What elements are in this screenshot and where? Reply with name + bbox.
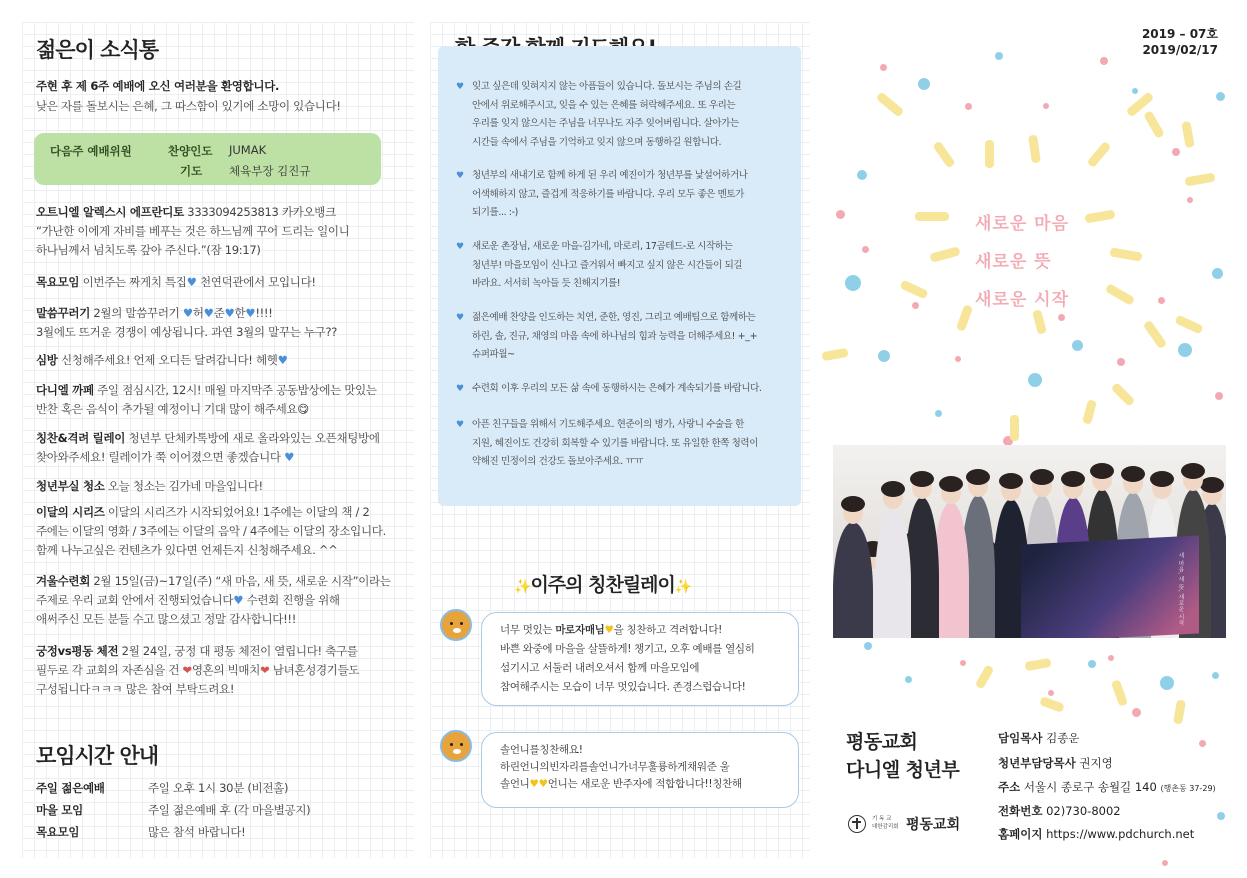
- confetti-dot: [918, 78, 930, 90]
- roster-praise-key: 찬양인도: [168, 144, 213, 158]
- confetti-dash: [821, 348, 848, 361]
- news-item-sports-3: 구성됩니다ㅋㅋㅋ 많은 참여 부탁드려요!: [36, 682, 235, 696]
- news-item-visit: 심방 신청해주세요! 언제 오디든 달려갑니다! 헤헷♥: [36, 353, 288, 367]
- roster-label: 다음주 예배위원: [50, 144, 132, 158]
- confetti-dash: [1143, 320, 1168, 350]
- news-item-offering: 오트니엘 알렉스시 에프란디토 3333094253813 카카오뱅크: [36, 205, 336, 219]
- retreat-banner: [1021, 535, 1199, 638]
- confetti-dot: [935, 410, 942, 417]
- confetti-dot: [857, 170, 867, 180]
- news-item-word-2: 3월에도 뜨거운 경쟁이 예상됩니다. 과연 3월의 말꾸는 누구??: [36, 325, 338, 339]
- confetti-dot: [862, 246, 869, 253]
- prayer-item: ♥ 잊고 싶은데 잊혀지지 않는 아픔들이 있습니다. 돌보시는 주님의 손길 안에서 위로해주시고, 잊을 수 있는 은혜를 허락해주세요. 또 우리는 우리를 잊지 않으시는 주님을 너무나도 자주 잊어버립니다. 살아가는 시간들 속에서 주님을 기억하고 잊지 않으며 동행하길 원합니다.: [458, 78, 741, 152]
- schedule-title: 모임시간 안내: [36, 744, 159, 768]
- confetti-dash: [899, 280, 928, 300]
- confetti-dash: [975, 664, 995, 689]
- news-item-offering-verse-2: 하나님께서 넘치도록 갚아 주신다.”(잠 19:17): [36, 243, 261, 257]
- person: [875, 507, 911, 638]
- church-name: 평동교회: [846, 731, 918, 753]
- relay-title: ✨이주의 칭찬릴레이✨: [514, 574, 692, 596]
- confetti-dash: [915, 212, 949, 221]
- confetti-dot: [905, 676, 912, 683]
- person: [833, 522, 873, 638]
- praise-line: 바쁜 와중에 마을을 살뜰하게! 챙기고, 오후 예배를 열심히: [500, 643, 755, 655]
- pastor: 담임목사 김종운: [998, 731, 1080, 745]
- heart-yellow-icon: ♥: [604, 624, 614, 636]
- smile-icon: 😋: [297, 402, 309, 416]
- confetti-dot: [1072, 340, 1083, 351]
- heart-pink-icon: ❤: [260, 663, 270, 677]
- confetti-dot: [1108, 655, 1114, 661]
- welcome-line-2: 낮은 자를 돌보시는 은혜, 그 따스함이 있기에 소망이 있습니다!: [36, 99, 341, 113]
- heart-icon: ♥: [182, 306, 193, 320]
- sparkle-icon: ✨: [674, 579, 692, 595]
- confetti-dash: [929, 246, 960, 262]
- confetti-dot: [1215, 392, 1223, 400]
- confetti-dot: [1100, 57, 1108, 65]
- issue-info: [1138, 26, 1218, 58]
- roster-praise-val: JUMAK: [229, 143, 267, 157]
- heart-icon: ♥: [186, 275, 197, 289]
- confetti-dash: [1143, 110, 1165, 139]
- prayer-item: ♥ 새로운 촌장님, 새로운 마을-김가네, 마로리, 17곰테드-로 시작하는 청년부! 마을모임이 신나고 즐거워서 빠지고 싶지 않은 시간들이 되길 바라요. 서서히 녹아들 듯 친해지기를!: [458, 238, 742, 294]
- news-item-series-2: 주에는 이달의 영화 / 3주에는 이달의 음악 / 4주에는 이달의 장소입니다.: [36, 524, 386, 538]
- schedule-value: 주일 젊은예배 후 (각 마을별공지): [148, 803, 311, 817]
- confetti-dash: [1173, 699, 1186, 724]
- confetti-dot: [960, 660, 966, 666]
- confetti-dot: [864, 642, 872, 650]
- praise-line: 솔언니♥♥언니는 새로운 반주자에 적합합니다!!칭찬해: [500, 778, 742, 790]
- news-item-series: 이달의 시리즈 이달의 시리즈가 시작되었어요! 1주에는 이달의 책 / 2: [36, 505, 370, 519]
- logo-name: 평동교회: [906, 817, 961, 833]
- confetti-dash: [1039, 696, 1065, 713]
- praise-line: 섬기시고 서둘러 내려오셔서 함께 마을모임에: [500, 662, 700, 674]
- schedule-row: 주일 젊은예배: [36, 781, 105, 795]
- news-item-retreat-2: 주제로 우리 교회 안에서 진행되었습니다♥ 수련회 진행을 위해: [36, 593, 340, 607]
- heart-icon: ♥: [245, 306, 256, 320]
- confetti-dot: [912, 302, 919, 309]
- group-photo: [833, 445, 1226, 638]
- roster-prayer-val: 체육부장 김진규: [229, 164, 311, 178]
- confetti-dash: [1174, 315, 1203, 335]
- youth-pastor: 청년부담당목사 권지영: [998, 756, 1113, 770]
- welcome-line-1: 주현 후 제 6주 예배에 오신 여러분을 환영합니다.: [36, 79, 280, 93]
- confetti-dot: [1132, 88, 1138, 94]
- confetti-dot: [1028, 373, 1042, 387]
- slogan-line: 새로운 뜻: [975, 252, 1052, 272]
- slogan: [975, 205, 1069, 319]
- heart-icon: ♥: [233, 593, 244, 607]
- heart-yellow-icon: ♥♥: [529, 778, 548, 790]
- roster-prayer-key: 기도: [180, 164, 203, 178]
- news-item-sports: 궁정vs평동 체전 2월 24일, 궁정 대 평동 체전이 열립니다! 축구를: [36, 644, 358, 658]
- confetti-dot: [845, 275, 861, 291]
- group-name: 다니엘 청년부: [846, 759, 960, 781]
- slogan-line: 새로운 마음: [975, 214, 1070, 234]
- cross-icon: [848, 815, 866, 833]
- heart-icon: ♥: [284, 450, 295, 464]
- phone: 전화번호 02)730-8002: [998, 804, 1121, 818]
- confetti-dot: [880, 64, 887, 71]
- prayer-item: ♥ 수련회 이후 우리의 모든 삶 속에 동행하시는 은혜가 계속되기를 바랍니다.: [458, 380, 762, 399]
- confetti-dash: [1010, 415, 1019, 441]
- confetti-dot: [1162, 860, 1168, 866]
- confetti-dot: [965, 103, 972, 110]
- confetti-dash: [1084, 209, 1115, 223]
- confetti-dot: [1132, 708, 1141, 717]
- confetti-dot: [1088, 660, 1096, 668]
- confetti-dot: [1172, 148, 1180, 156]
- confetti-dash: [1024, 658, 1051, 671]
- heart-icon: ♥: [224, 306, 235, 320]
- confetti-dot: [1187, 197, 1193, 203]
- news-item-retreat: 겨울수련회 2월 15일(금)~17일(주) “새 마음, 새 뜻, 새로운 시작”이라는: [36, 574, 391, 588]
- church-title: [846, 728, 959, 784]
- confetti-dash: [1184, 172, 1215, 186]
- confetti-dash: [985, 140, 994, 168]
- news-item-retreat-3: 애써주신 모든 분들 수고 많으셨고 정말 감사합니다!!!: [36, 612, 297, 626]
- confetti-dash: [956, 304, 973, 332]
- news-item-relay: 칭찬&격려 릴레이 청년부 단체카톡방에 새로 올라와있는 오픈채팅방에: [36, 431, 380, 445]
- news-item-word: 말씀꾸러기 2월의 말씀꾸러기 ♥허♥준♥한♥!!!!: [36, 306, 273, 320]
- confetti-dot: [1217, 812, 1225, 820]
- news-item-offering-verse: “가난한 이에게 자비를 베푸는 것은 하느님께 꾸어 드리는 일이니: [36, 224, 350, 238]
- praise-line: 너무 멋있는 마로자매님♥을 칭찬하고 격려합니다!: [500, 624, 723, 636]
- confetti-dash: [1181, 121, 1194, 148]
- confetti-dash: [1109, 247, 1142, 261]
- confetti-dash: [932, 140, 955, 168]
- news-item-cafe-2: 반찬 혹은 음식이 추가될 예정이니 기대 많이 해주세요😋: [36, 402, 309, 416]
- heart-icon: ♥: [203, 306, 214, 320]
- ryan-avatar: [440, 730, 472, 762]
- confetti-dot: [878, 350, 890, 362]
- confetti-dash: [1087, 141, 1112, 168]
- homepage[interactable]: 홈페이지 https://www.pdchurch.net: [998, 827, 1195, 841]
- confetti-dot: [955, 356, 961, 362]
- confetti-dot: [1199, 740, 1206, 747]
- confetti-dash: [1028, 135, 1041, 164]
- issue-number: 2019 – 07호: [1141, 27, 1218, 41]
- confetti-dot: [1178, 343, 1192, 357]
- schedule-row: 마을 모임: [36, 803, 83, 817]
- confetti-dot: [1160, 676, 1174, 690]
- news-item-cleaning: 청년부실 청소 오늘 청소는 김가네 마을입니다!: [36, 479, 263, 493]
- confetti-dot: [1216, 92, 1225, 101]
- slogan-line: 새로운 시작: [975, 290, 1070, 310]
- news-item-series-3: 함께 나누고싶은 컨텐츠가 있다면 언제든지 신청해주세요. ^^: [36, 543, 338, 557]
- praise-bubble: [481, 612, 799, 706]
- prayer-item: ♥ 청년부의 새내기로 함께 하게 된 우리 예진이가 청년부를 낯설어하거나 어색해하지 않고, 즐겁게 적응하기를 바랍니다. 우리 모두 좋은 멘토가 되기를... :-): [458, 167, 748, 223]
- confetti-dash: [1082, 399, 1097, 425]
- praise-line: 하린언니의빈자리를솔언니가너무훌륭하게채워준 울: [500, 761, 730, 773]
- confetti-dot: [995, 52, 1003, 60]
- praise-line: 참여해주시는 모습이 너무 멋있습니다. 존경스럽습니다!: [500, 681, 746, 693]
- confetti-dot: [1048, 690, 1054, 696]
- news-item-relay-2: 찾아와주세요! 릴레이가 쭉 이어졌으면 좋겠습니다 ♥: [36, 450, 295, 464]
- prayer-item: ♥ 아픈 친구들을 위해서 기도해주세요. 현준이의 병가, 사랑니 수술을 한 지원, 혜진이도 건강히 회복할 수 있기를 바랍니다. 또 유일한 한쪽 청력이 약해진 민정이의 건강도 돌보아주세요. ㅠㅠ: [458, 416, 758, 472]
- confetti-dot: [1117, 358, 1125, 366]
- confetti-dash: [1111, 382, 1136, 407]
- confetti-dot: [1212, 672, 1219, 679]
- confetti-dot: [1158, 297, 1165, 304]
- schedule-value: 많은 참석 바랍니다!: [148, 825, 246, 839]
- heart-pink-icon: ❤: [182, 663, 192, 677]
- confetti-dot: [1043, 103, 1049, 109]
- banner-text: 새 마음, 새 뜻, 새로운 시작: [1177, 552, 1184, 626]
- logo-subtitle: 기 독 교 대한감리회: [872, 816, 899, 830]
- confetti-dash: [1111, 679, 1128, 707]
- heart-icon: ♥: [277, 353, 288, 367]
- praise-bubble: [481, 732, 799, 808]
- worship-roster: [34, 133, 381, 185]
- prayer-item: ♥ 젊은예배 찬양을 인도하는 치연, 준한, 영진, 그리고 예배팀으로 함께하는 하린, 솔, 진규, 채영의 마음 속에 하나님의 힘과 능력을 더해주세요! +_+ 슈퍼파월~: [458, 309, 757, 365]
- issue-date: 2019/02/17: [1142, 43, 1218, 57]
- news-title: 젊은이 소식통: [36, 38, 159, 62]
- prayer-box: [438, 46, 801, 506]
- confetti-dot: [1212, 268, 1223, 279]
- confetti-dash: [1105, 283, 1135, 306]
- news-item-thursday: 목요모임 이번주는 짜게치 특집♥ 천연덕관에서 모입니다!: [36, 275, 316, 289]
- confetti-dash: [876, 91, 905, 117]
- schedule-row: 목요모임: [36, 825, 80, 839]
- news-item-sports-2: 필두로 각 교회의 자존심을 건 ❤영혼의 빅매치❤ 남녀혼성경기들도: [36, 663, 360, 677]
- praise-line: 솔언니를칭찬해요!: [500, 744, 583, 756]
- confetti-dot: [836, 210, 845, 219]
- ryan-avatar: [440, 609, 472, 641]
- news-item-cafe: 다니엘 까페 주일 점심시간, 12시! 매월 마지막주 공동밥상에는 맛있는: [36, 383, 377, 397]
- schedule-value: 주일 오후 1시 30분 (비전홀): [148, 781, 289, 795]
- address: 주소 서울시 종로구 송월길 140 (행촌동 37-29): [998, 780, 1216, 794]
- sparkle-icon: ✨: [514, 579, 531, 595]
